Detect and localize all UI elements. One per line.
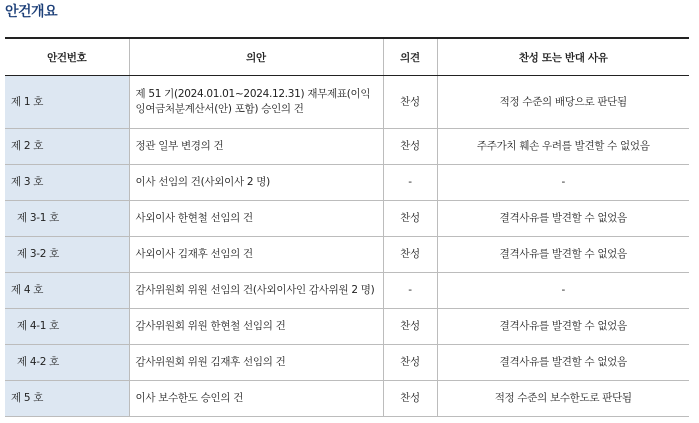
agenda-item: 이사 보수한도 승인의 건 bbox=[129, 381, 383, 417]
header-reason: 찬성 또는 반대 사유 bbox=[437, 38, 689, 76]
agenda-table bbox=[5, 37, 689, 417]
agenda-reason: 적정 수준의 보수한도로 판단됨 bbox=[437, 381, 689, 417]
agenda-reason: - bbox=[437, 165, 689, 201]
agenda-opinion: 찬성 bbox=[383, 345, 437, 381]
agenda-reason: 결격사유를 발견할 수 없었음 bbox=[437, 237, 689, 273]
table-row bbox=[5, 273, 689, 309]
agenda-number: 제 3 호 bbox=[5, 165, 129, 201]
agenda-reason: 주주가치 훼손 우려를 발견할 수 없었음 bbox=[437, 129, 689, 165]
agenda-item: 사외이사 김재후 선임의 건 bbox=[129, 237, 383, 273]
table-row bbox=[5, 165, 689, 201]
agenda-number: 제 3-1 호 bbox=[5, 201, 129, 237]
agenda-opinion: 찬성 bbox=[383, 381, 437, 417]
agenda-item: 사외이사 한현철 선임의 건 bbox=[129, 201, 383, 237]
agenda-item: 감사위원회 위원 김재후 선임의 건 bbox=[129, 345, 383, 381]
agenda-item: 이사 선임의 건(사외이사 2 명) bbox=[129, 165, 383, 201]
agenda-opinion: 찬성 bbox=[383, 76, 437, 129]
header-opinion: 의견 bbox=[383, 38, 437, 76]
agenda-reason: 적정 수준의 배당으로 판단됨 bbox=[437, 76, 689, 129]
agenda-number: 제 4-1 호 bbox=[5, 309, 129, 345]
header-agenda-number: 안건번호 bbox=[5, 38, 129, 76]
section-title: 안건개요 bbox=[5, 4, 58, 20]
agenda-number: 제 2 호 bbox=[5, 129, 129, 165]
agenda-number: 제 1 호 bbox=[5, 76, 129, 129]
agenda-item: 정관 일부 변경의 건 bbox=[129, 129, 383, 165]
agenda-reason: 결격사유를 발견할 수 없었음 bbox=[437, 201, 689, 237]
header-agenda-item: 의안 bbox=[129, 38, 383, 76]
agenda-reason: - bbox=[437, 273, 689, 309]
agenda-item: 제 51 기(2024.01.01~2024.12.31) 재무제표(이익잉여금처분계산서(안) 포함) 승인의 건 bbox=[129, 76, 383, 129]
table-row bbox=[5, 129, 689, 165]
table-row bbox=[5, 309, 689, 345]
agenda-reason: 결격사유를 발견할 수 없었음 bbox=[437, 309, 689, 345]
agenda-opinion: - bbox=[383, 273, 437, 309]
agenda-reason: 결격사유를 발견할 수 없었음 bbox=[437, 345, 689, 381]
agenda-opinion: 찬성 bbox=[383, 237, 437, 273]
agenda-number: 제 4 호 bbox=[5, 273, 129, 309]
table-row bbox=[5, 381, 689, 417]
agenda-number: 제 4-2 호 bbox=[5, 345, 129, 381]
table-row bbox=[5, 345, 689, 381]
table-header-row bbox=[5, 38, 689, 76]
agenda-opinion: 찬성 bbox=[383, 201, 437, 237]
agenda-opinion: 찬성 bbox=[383, 129, 437, 165]
table-row bbox=[5, 76, 689, 129]
table-row bbox=[5, 201, 689, 237]
agenda-item: 감사위원회 위원 한현철 선임의 건 bbox=[129, 309, 383, 345]
agenda-opinion: 찬성 bbox=[383, 309, 437, 345]
table-row bbox=[5, 237, 689, 273]
agenda-number: 제 5 호 bbox=[5, 381, 129, 417]
agenda-number: 제 3-2 호 bbox=[5, 237, 129, 273]
agenda-opinion: - bbox=[383, 165, 437, 201]
agenda-item: 감사위원회 위원 선임의 건(사외이사인 감사위원 2 명) bbox=[129, 273, 383, 309]
